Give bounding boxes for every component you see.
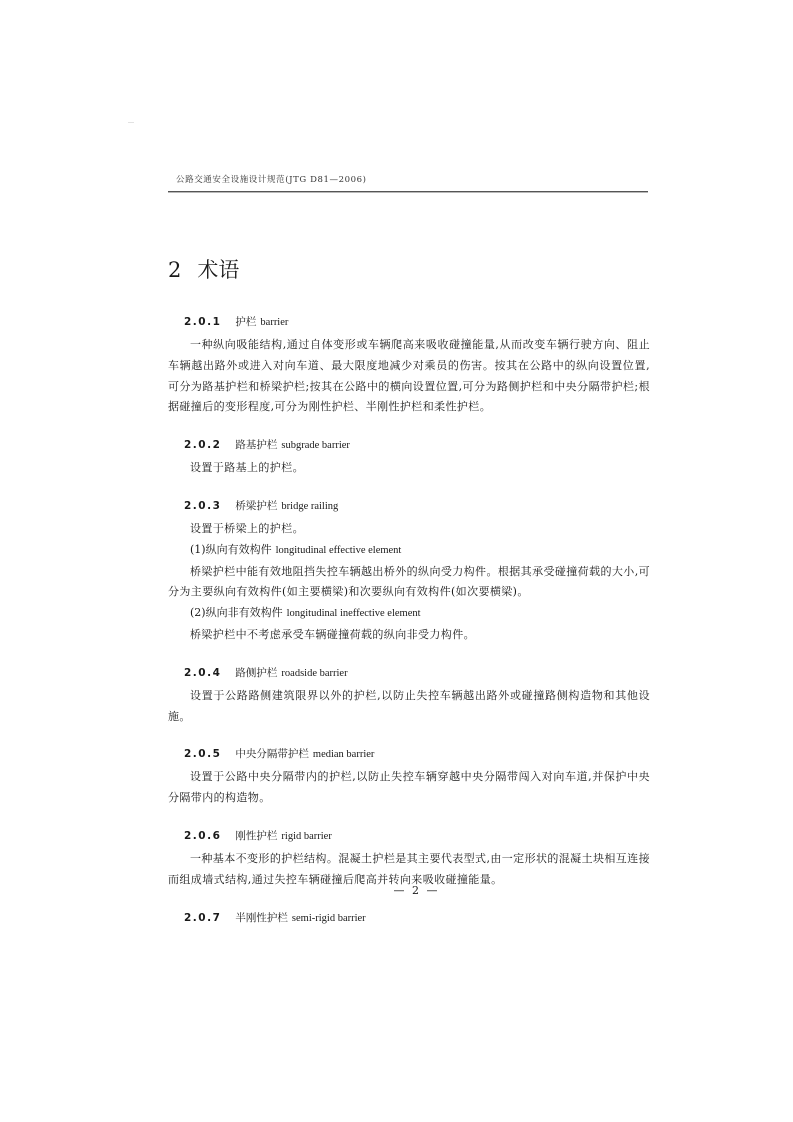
term-chinese: 桥梁护栏: [235, 499, 278, 512]
term-english: barrier: [260, 317, 289, 328]
page-number: — 2 —: [393, 884, 440, 897]
clause-2-0-4: [168, 661, 650, 728]
document-body: [168, 310, 650, 946]
clause-heading: [168, 310, 650, 335]
running-header: 公路交通安全设施设计规范(JTG D81—2006): [176, 175, 367, 185]
sub-item-paragraph: 桥梁护栏中能有效地阻挡失控车辆越出桥外的纵向受力构件。根据其承受碰撞荷载的大小,可分为主要纵向有效构件(如主要横梁)和次要纵向有效构件(如次要横梁)。: [168, 564, 650, 599]
clause-paragraph: 设置于路基上的护栏。: [190, 461, 304, 475]
clause-number: 2.0.4: [184, 666, 222, 679]
sub-item-paragraph: 桥梁护栏中不考虑承受车辆碰撞荷载的纵向非受力构件。: [190, 627, 475, 641]
header-rule-thin: [168, 192, 648, 193]
clause-2-0-7: [168, 906, 650, 931]
sub-item-label: (2)纵向非有效构件: [190, 606, 283, 620]
sub-item-heading: [168, 603, 650, 625]
clause-number: 2.0.2: [184, 439, 222, 452]
clause-paragraph: 设置于公路中央分隔带内的护栏,以防止失控车辆穿越中央分隔带闯入对向车道,并保护中央分隔带内的构造物。: [168, 770, 650, 805]
clause-number: 2.0.6: [184, 829, 222, 842]
chapter-title-text: 术语: [197, 258, 240, 282]
clause-paragraph: 设置于桥梁上的护栏。: [190, 521, 304, 535]
clause-number: 2.0.7: [184, 911, 222, 924]
clause-paragraph: 一种基本不变形的护栏结构。混凝土护栏是其主要代表型式,由一定形状的混凝土块相互连接而组成墙式结构,通过失控车辆碰撞后爬高并转向来吸收碰撞能量。: [168, 851, 650, 886]
term-chinese: 护栏: [235, 316, 257, 328]
clause-heading: [168, 824, 650, 849]
term-chinese: 刚性护栏: [235, 829, 278, 842]
term-chinese: 路基护栏: [235, 439, 278, 452]
chapter-number: 2: [168, 258, 182, 282]
sub-item-heading: [168, 540, 650, 562]
term-chinese: 路侧护栏: [235, 666, 278, 679]
term-english: roadside barrier: [281, 667, 348, 679]
clause-paragraph: 一种纵向吸能结构,通过自体变形或车辆爬高来吸收碰撞能量,从而改变车辆行驶方向、阻止车辆越出路外或进入对向车道、最大限度地减少对乘员的伤害。按其在公路中的纵向设置位置,可分为路基护栏和桥梁护栏;按其在公路中的横向设置位置,可分为路侧护栏和中央分隔带护栏;根据碰撞后的变形程度,可分为刚性护栏、半刚性护栏和柔性护栏。: [168, 338, 650, 414]
term-english: subgrade barrier: [281, 440, 350, 452]
term-english: median barrier: [312, 749, 375, 761]
term-chinese: 半刚性护栏: [235, 911, 288, 924]
clause-2-0-5: [168, 742, 650, 809]
scan-artifact: [128, 122, 134, 126]
term-english: rigid barrier: [281, 830, 332, 842]
clause-paragraph: 设置于公路路侧建筑限界以外的护栏,以防止失控车辆越出路外或碰撞路侧构造物和其他设施。: [168, 688, 650, 723]
term-chinese: 中央分隔带护栏: [235, 748, 309, 761]
term-english: semi-rigid barrier: [291, 912, 366, 924]
clause-heading: [168, 433, 650, 458]
term-english: bridge railing: [281, 500, 339, 512]
clause-2-0-6: [168, 824, 650, 891]
clause-heading: [168, 661, 650, 686]
sub-item-term-english: longitudinal effective element: [275, 544, 402, 556]
sub-item-label: (1)纵向有效构件: [190, 542, 272, 556]
clause-2-0-1: [168, 310, 650, 418]
sub-item-term-english: longitudinal ineffective element: [286, 608, 421, 620]
clause-number: 2.0.5: [184, 748, 222, 761]
clause-number: 2.0.1: [184, 316, 222, 328]
clause-heading: [168, 906, 650, 931]
clause-2-0-3: [168, 494, 650, 646]
clause-2-0-2: [168, 433, 650, 479]
clause-heading: [168, 494, 650, 519]
clause-number: 2.0.3: [184, 499, 222, 512]
chapter-title: [168, 254, 239, 284]
clause-heading: [168, 742, 650, 767]
